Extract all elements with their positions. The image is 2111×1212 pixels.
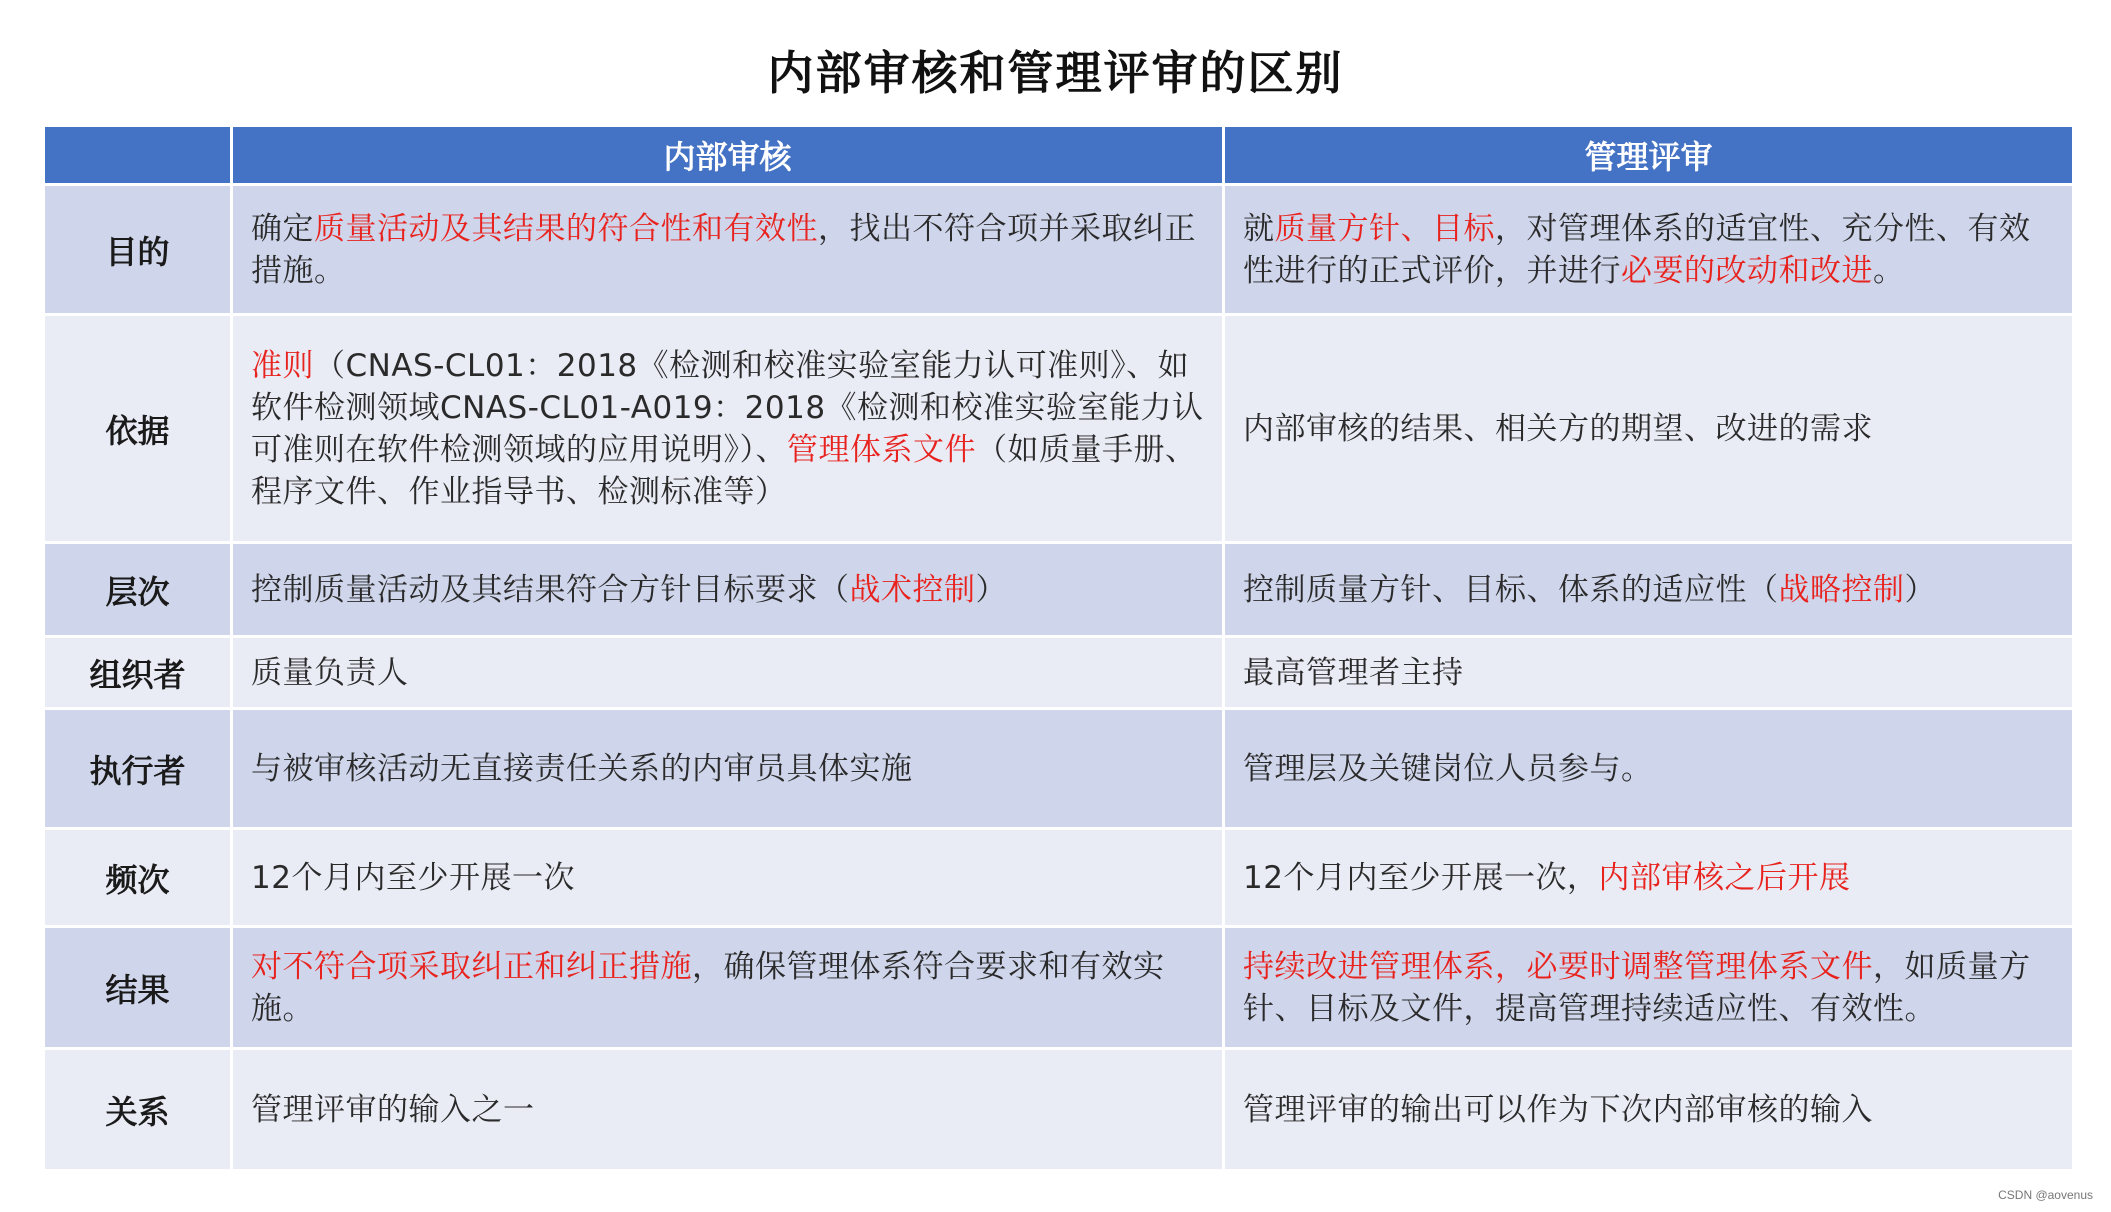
cell-text: 管理评审的输出可以作为下次内部审核的输入 bbox=[1243, 1091, 1873, 1128]
table-row bbox=[44, 637, 2074, 709]
header-internal-audit: 内部审核 bbox=[232, 126, 1224, 185]
cell-text: ） bbox=[975, 571, 1007, 608]
management-review-cell bbox=[1224, 1049, 2074, 1171]
table-row bbox=[44, 543, 2074, 637]
header-blank-cell bbox=[44, 126, 232, 185]
cell-text: 。 bbox=[1873, 252, 1905, 289]
internal-audit-cell bbox=[232, 315, 1224, 543]
cell-text: 与被审核活动无直接责任关系的内审员具体实施 bbox=[251, 750, 913, 787]
cell-text: ，找出不符合项并采取纠正措施。 bbox=[251, 210, 1196, 289]
cell-text: 管理层及关键岗位人员参与。 bbox=[1243, 750, 1653, 787]
internal-audit-cell bbox=[232, 637, 1224, 709]
cell-text: 12个月内至少开展一次 bbox=[251, 859, 575, 896]
cell-text: 确定 bbox=[251, 210, 314, 247]
cell-text: ） bbox=[1904, 571, 1936, 608]
row-label: 执行者 bbox=[44, 709, 232, 829]
internal-audit-cell bbox=[232, 185, 1224, 315]
row-label: 关系 bbox=[44, 1049, 232, 1171]
header-management-review: 管理评审 bbox=[1224, 126, 2074, 185]
management-review-cell bbox=[1224, 315, 2074, 543]
cell-text: 内部审核的结果、相关方的期望、改进的需求 bbox=[1243, 410, 1873, 447]
watermark: CSDN @aovenus bbox=[1998, 1188, 2093, 1202]
internal-audit-cell bbox=[232, 829, 1224, 927]
table-row bbox=[44, 1049, 2074, 1171]
page-title: 内部审核和管理评审的区别 bbox=[767, 46, 1344, 100]
highlighted-text: 内部审核之后开展 bbox=[1598, 859, 1851, 896]
highlighted-text: 质量活动及其结果的符合性和有效性 bbox=[314, 210, 818, 247]
row-label: 频次 bbox=[44, 829, 232, 927]
cell-text: （如质量手册、程序文件、作业指导书、检测标准等） bbox=[251, 431, 1197, 510]
management-review-cell bbox=[1224, 927, 2074, 1049]
internal-audit-cell bbox=[232, 927, 1224, 1049]
highlighted-text: 必要的改动和改进 bbox=[1621, 252, 1873, 289]
cell-text: ，对管理体系的适宜性、充分性、有效性进行的正式评价，并进行 bbox=[1243, 210, 2031, 289]
highlighted-text: 质量方针、目标 bbox=[1274, 210, 1495, 247]
cell-text: 控制质量方针、目标、体系的适应性（ bbox=[1243, 571, 1779, 608]
cell-text: ，如质量方针、目标及文件，提高管理持续适应性、有效性。 bbox=[1243, 948, 2031, 1027]
highlighted-text: 持续改进管理体系，必要时调整管理体系文件 bbox=[1243, 948, 1873, 985]
row-label: 层次 bbox=[44, 543, 232, 637]
table-row bbox=[44, 315, 2074, 543]
row-label: 目的 bbox=[44, 185, 232, 315]
comparison-table bbox=[42, 124, 2075, 1172]
management-review-cell bbox=[1224, 637, 2074, 709]
highlighted-text: 准则 bbox=[251, 347, 314, 384]
table-header-row bbox=[44, 126, 2074, 185]
table-row bbox=[44, 709, 2074, 829]
internal-audit-cell bbox=[232, 543, 1224, 637]
table-row bbox=[44, 185, 2074, 315]
table-row bbox=[44, 927, 2074, 1049]
highlighted-text: 战术控制 bbox=[849, 571, 976, 608]
management-review-cell bbox=[1224, 543, 2074, 637]
cell-text: 管理评审的输入之一 bbox=[251, 1091, 535, 1128]
cell-text: 质量负责人 bbox=[251, 654, 409, 691]
highlighted-text: 对不符合项采取纠正和纠正措施 bbox=[251, 948, 692, 985]
internal-audit-cell bbox=[232, 709, 1224, 829]
management-review-cell bbox=[1224, 829, 2074, 927]
cell-text: 最高管理者主持 bbox=[1243, 654, 1464, 691]
cell-text: 控制质量活动及其结果符合方针目标要求（ bbox=[251, 571, 850, 608]
table-row bbox=[44, 829, 2074, 927]
highlighted-text: 管理体系文件 bbox=[787, 431, 976, 468]
cell-text: 12个月内至少开展一次， bbox=[1243, 859, 1599, 896]
internal-audit-cell bbox=[232, 1049, 1224, 1171]
management-review-cell bbox=[1224, 709, 2074, 829]
row-label: 结果 bbox=[44, 927, 232, 1049]
cell-text: （CNAS-CL01：2018《检测和校准实验室能力认可准则》、如软件检测领域CNAS-CL01-A019：2018《检测和校准实验室能力认可准则在软件检测领域的应用说明》）、 bbox=[251, 347, 1204, 468]
row-label: 组织者 bbox=[44, 637, 232, 709]
cell-text: ，确保管理体系符合要求和有效实施。 bbox=[251, 948, 1165, 1027]
cell-text: 就 bbox=[1243, 210, 1275, 247]
row-label: 依据 bbox=[44, 315, 232, 543]
management-review-cell bbox=[1224, 185, 2074, 315]
highlighted-text: 战略控制 bbox=[1778, 571, 1905, 608]
